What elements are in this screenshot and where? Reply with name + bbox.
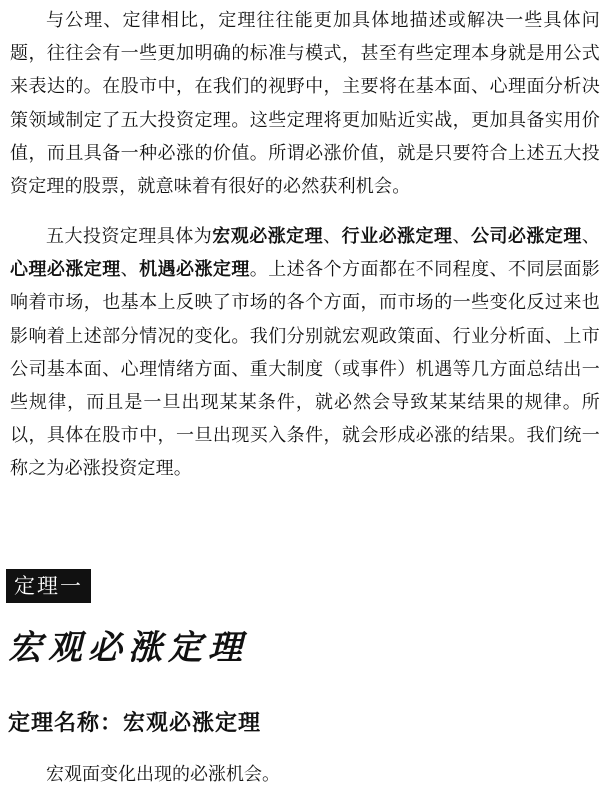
theorem-term-psychology: 心理必涨定理 <box>10 259 121 281</box>
term-separator: 、 <box>452 226 471 247</box>
paragraph-2-rest: 。上述各个方面都在不同程度、不同层面影响着市场，也基本上反映了市场的各个方面，而市场的一些变化反过来也影响着上述部分情况的变化。我们分别就宏观政策面、行业分析面、上市公司基本面、心理情绪方面、重大制度（或事件）机遇等几方面总结出一些规律，而且是一旦出现某某条件，就必然会导致某某结果的规律。所以，具体在股市中，一旦出现买入条件，就会形成必涨的结果。我们统一称之为必涨投资定理。 <box>10 259 600 480</box>
term-separator: 、 <box>581 226 601 247</box>
theorem-name-value: 宏观必涨定理 <box>123 711 262 736</box>
chapter-title: 宏观必涨定理 <box>8 628 248 668</box>
term-separator: 、 <box>120 259 140 281</box>
section-tag: 定理一 <box>6 569 91 603</box>
term-separator: 、 <box>323 226 342 247</box>
theorem-term-industry: 行业必涨定理 <box>341 226 453 247</box>
theorem-name-label: 定理名称： <box>8 711 124 736</box>
theorem-name-heading <box>8 707 261 741</box>
theorem-term-company: 公司必涨定理 <box>470 226 582 247</box>
paragraph-2-intro: 五大投资定理具体为 <box>46 226 213 247</box>
body-paragraph-1: 与公理、定律相比，定理往往能更加具体地描述或解决一些具体问题，往往会有一些更加明确的标准与模式，甚至有些定理本身就是用公式来表达的。在股市中，在我们的视野中，主要将在基本面、心理面分析决策领域制定了五大投资定理。这些定理将更加贴近实战，更加具备实用价值，而且具备一种必涨的价值。所谓必涨价值，就是只要符合上述五大投资定理的股票，就意味着有很好的必然获利机会。 <box>10 10 600 198</box>
theorem-description: 宏观面变化出现的必涨机会。 <box>46 764 280 785</box>
theorem-term-macro: 宏观必涨定理 <box>212 226 324 247</box>
theorem-term-opportunity: 机遇必涨定理 <box>139 259 250 281</box>
body-paragraph-2 <box>10 220 600 486</box>
